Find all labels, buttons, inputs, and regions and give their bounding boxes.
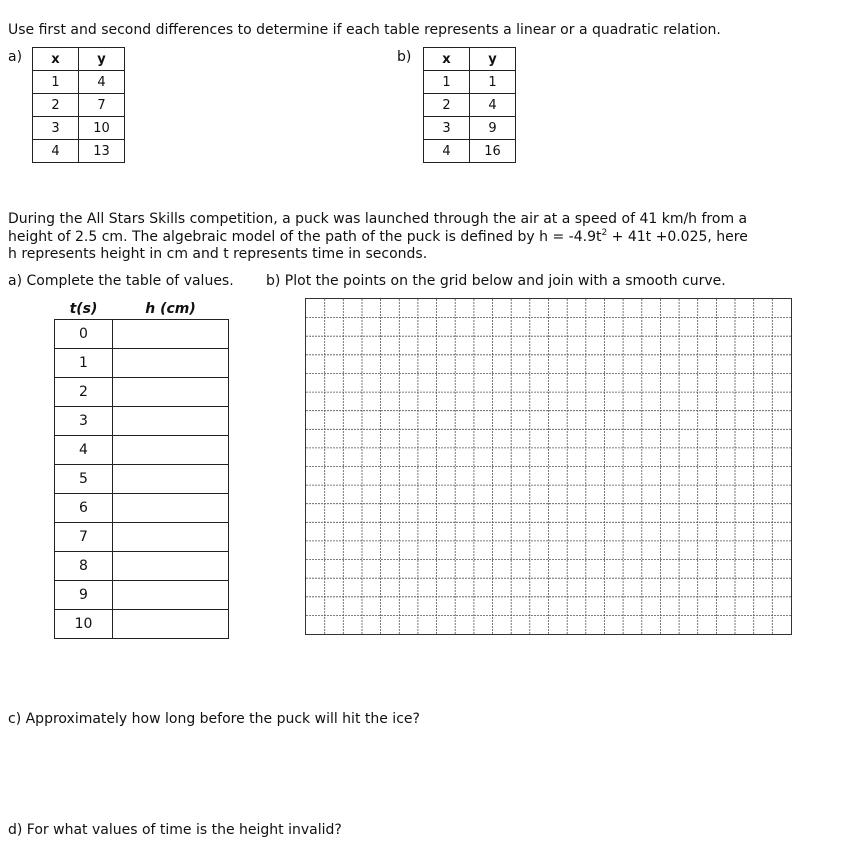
time-cell: 4 [55, 436, 113, 465]
problem-paragraph [8, 211, 808, 264]
table-cell: 3 [33, 117, 79, 140]
table-row [55, 320, 229, 349]
problem-line-2 [8, 229, 808, 247]
grid-lines [306, 299, 791, 634]
table-cell: 3 [424, 117, 470, 140]
table-row [55, 465, 229, 494]
table-cell: 4 [33, 140, 79, 163]
time-cell: 5 [55, 465, 113, 494]
table-row [55, 494, 229, 523]
part-d-text: d) For what values of time is the height invalid? [8, 822, 342, 838]
table-a-header-y: y [79, 48, 125, 71]
problem-line-2-a: height of 2.5 cm. The algebraic model of the path of the puck is defined by h = -4.9t [8, 228, 602, 245]
time-cell: 7 [55, 523, 113, 552]
time-cell: 2 [55, 378, 113, 407]
time-cell: 1 [55, 349, 113, 378]
table-row [33, 140, 125, 163]
exponent: 2 [601, 227, 608, 238]
table-row [55, 378, 229, 407]
table-cell: 1 [424, 71, 470, 94]
height-input-cell[interactable] [113, 407, 229, 436]
table-row [424, 71, 516, 94]
table-row [55, 523, 229, 552]
table-cell: 13 [79, 140, 125, 163]
table-row [55, 349, 229, 378]
table-row [55, 581, 229, 610]
table-row [33, 94, 125, 117]
table-row [55, 436, 229, 465]
problem-line-3: h represents height in cm and t represents time in seconds. [8, 246, 428, 262]
problem-line-2-b: + 41t +0.025, here [607, 228, 748, 245]
table-cell: 4 [79, 71, 125, 94]
part-a-text: a) Complete the table of values. [8, 273, 234, 289]
table-cell: 2 [424, 94, 470, 117]
height-input-cell[interactable] [113, 378, 229, 407]
time-cell: 10 [55, 610, 113, 639]
table-row [33, 71, 125, 94]
table-row [424, 94, 516, 117]
header-height: h (cm) [145, 300, 196, 317]
height-input-cell[interactable] [113, 581, 229, 610]
table-b-label: b) [397, 49, 412, 65]
height-input-cell[interactable] [113, 494, 229, 523]
table-cell: 1 [33, 71, 79, 94]
table-row [33, 117, 125, 140]
part-b-text: b) Plot the points on the grid below and join with a smooth curve. [266, 273, 726, 289]
height-input-cell[interactable] [113, 436, 229, 465]
instruction-text: Use first and second differences to determine if each table represents a linear or a quadratic relation. [8, 22, 721, 38]
part-c-text: c) Approximately how long before the puck will hit the ice? [8, 711, 420, 727]
values-table [54, 298, 229, 639]
table-a-label: a) [8, 49, 23, 65]
table-cell: 9 [470, 117, 516, 140]
time-cell: 3 [55, 407, 113, 436]
time-cell: 6 [55, 494, 113, 523]
table-cell: 1 [470, 71, 516, 94]
table-cell: 10 [79, 117, 125, 140]
table-cell: 16 [470, 140, 516, 163]
table-b [423, 47, 516, 163]
plotting-grid[interactable] [305, 298, 792, 635]
problem-line-1: During the All Stars Skills competition, a puck was launched through the air at a speed of 41 km/h from a [8, 211, 748, 227]
table-row [55, 407, 229, 436]
header-time: t(s) [69, 300, 98, 317]
time-cell: 9 [55, 581, 113, 610]
table-cell: 7 [79, 94, 125, 117]
table-a [32, 47, 125, 163]
time-cell: 8 [55, 552, 113, 581]
table-row [424, 117, 516, 140]
height-input-cell[interactable] [113, 523, 229, 552]
table-cell: 4 [470, 94, 516, 117]
table-a-header-x: x [33, 48, 79, 71]
height-input-cell[interactable] [113, 320, 229, 349]
height-input-cell[interactable] [113, 349, 229, 378]
table-row [55, 552, 229, 581]
table-row [55, 610, 229, 639]
height-input-cell[interactable] [113, 552, 229, 581]
table-row [424, 140, 516, 163]
time-cell: 0 [55, 320, 113, 349]
table-cell: 2 [33, 94, 79, 117]
table-b-header-x: x [424, 48, 470, 71]
height-input-cell[interactable] [113, 610, 229, 639]
table-b-header-y: y [470, 48, 516, 71]
height-input-cell[interactable] [113, 465, 229, 494]
table-cell: 4 [424, 140, 470, 163]
